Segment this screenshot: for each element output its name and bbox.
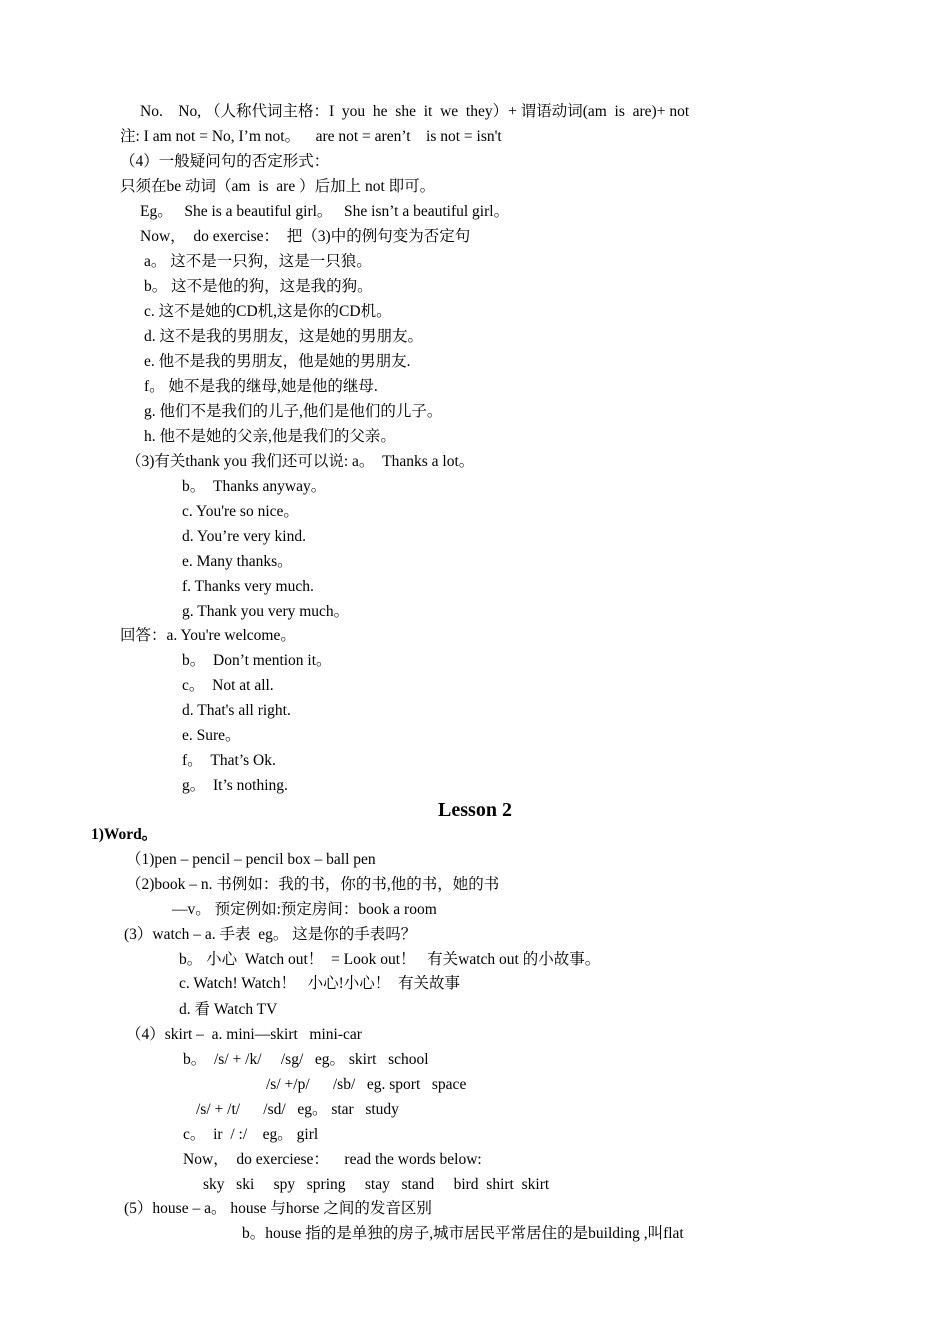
list-item: g。 It’s nothing. (182, 777, 288, 794)
list-item: /s/ +/p/ /sb/ eg. sport space (266, 1076, 467, 1093)
list-item: d. 看 Watch TV (179, 1001, 278, 1018)
list-item: b。 小心 Watch out！ = Look out！ 有关watch out 的小故事。 (179, 951, 601, 968)
text-line: b。house 指的是单独的房子,城市居民平常居住的是building ,叫flat (242, 1225, 684, 1242)
text-line: （4）skirt – a. mini—skirt mini-car (126, 1026, 362, 1043)
text-line: No. No, （人称代词主格：I you he she it we they）+ 谓语动词(am is are)+ not (140, 103, 690, 120)
list-item: b。 Don’t mention it。 (182, 652, 332, 669)
exercise-item: d. 这不是我的男朋友，这是她的男朋友。 (144, 328, 424, 345)
exercise-item: f。 她不是我的继母,她是他的继母. (144, 378, 378, 395)
text-line: 只须在be 动词（am is are ）后加上 not 即可。 (120, 178, 436, 195)
exercise-item: g. 他们不是我们的儿子,他们是他们的儿子。 (144, 403, 443, 420)
text-line: （3)有关thank you 我们还可以说: a。 Thanks a lot。 (126, 453, 475, 470)
exercise-item: a。 这不是一只狗，这是一只狼。 (144, 253, 372, 270)
list-item: b。 /s/ + /k/ /sg/ eg。 skirt school (183, 1051, 429, 1068)
text-line: （2)book – n. 书例如：我的书，你的书,他的书，她的书 (126, 876, 500, 893)
list-item: c. Watch! Watch！ 小心!小心！ 有关故事 (179, 975, 461, 992)
text-line: Now， do exerciese： read the words below: (183, 1151, 482, 1168)
list-item: g. Thank you very much。 (182, 603, 350, 620)
lesson-title: Lesson 2 (438, 799, 512, 821)
word-list: sky ski spy spring stay stand bird shirt skirt (203, 1176, 550, 1193)
text-line: (3）watch – a. 手表 eg。 这是你的手表吗？ (124, 926, 417, 943)
list-item: c. You're so nice。 (182, 503, 299, 520)
text-line: 回答：a. You're welcome。 (120, 627, 296, 644)
exercise-item: c. 这不是她的CD机,这是你的CD机。 (144, 303, 392, 320)
text-line: 注: I am not = No, I’m not。 are not = aren’t is not = isn't (120, 128, 502, 145)
text-line: —v。 预定例如:预定房间：book a room (172, 901, 437, 918)
list-item: f. Thanks very much. (182, 578, 314, 595)
text-line: (5）house – a。 house 与horse 之间的发音区别 (124, 1200, 432, 1217)
list-item: /s/ + /t/ /sd/ eg。 star study (196, 1101, 399, 1118)
exercise-item: b。 这不是他的狗，这是我的狗。 (144, 278, 373, 295)
list-item: b。 Thanks anyway。 (182, 478, 327, 495)
exercise-item: h. 他不是她的父亲,他是我们的父亲。 (144, 428, 396, 445)
list-item: d. That's all right. (182, 702, 291, 719)
list-item: f。 That’s Ok. (182, 752, 276, 769)
list-item: d. You’re very kind. (182, 528, 306, 545)
list-item: e. Many thanks。 (182, 553, 293, 570)
text-line: （4）一般疑问句的否定形式： (120, 153, 330, 170)
text-line: Eg。 She is a beautiful girl。 She isn’t a beautiful girl。 (140, 203, 510, 220)
text-line: Now， do exercise： 把（3)中的例句变为否定句 (140, 228, 471, 245)
list-item: e. Sure。 (182, 727, 241, 744)
list-item: c。 Not at all. (182, 677, 274, 694)
exercise-item: e. 他不是我的男朋友，他是她的男朋友. (144, 353, 411, 370)
text-line: （1)pen – pencil – pencil box – ball pen (126, 851, 376, 868)
list-item: c。 ir / :/ eg。 girl (183, 1126, 319, 1143)
section-heading: 1)Word。 (91, 826, 158, 843)
